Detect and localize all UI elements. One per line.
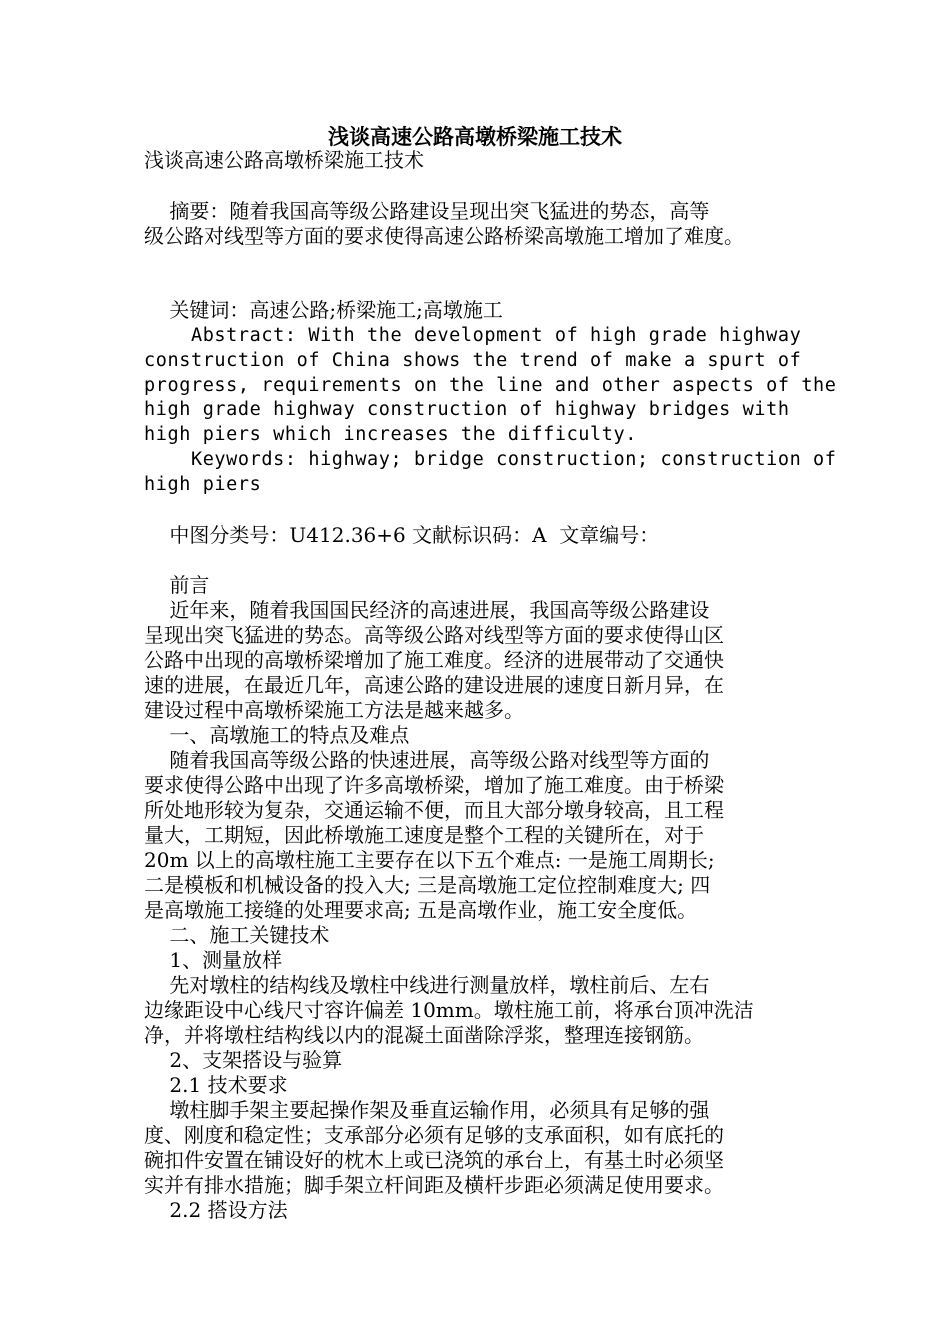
body-text — [144, 573, 810, 1223]
body-line: 呈现出突飞猛进的势态。高等级公路对线型等方面的要求使得山区 — [144, 623, 724, 647]
body-line: 是高墩施工接缝的处理要求高; 五是高墩作业，施工安全度低。 — [144, 898, 698, 922]
section-heading-preface: 前言 — [144, 573, 210, 597]
classification-text: 中图分类号：U412.36+6 文献标识码：A 文章编号： — [144, 523, 660, 547]
body-line: 先对墩柱的结构线及墩柱中线进行测量放样，墩柱前后、左右 — [144, 973, 710, 997]
body-line: 碗扣件安置在铺设好的枕木上或已浇筑的承台上，有基土时必须坚 — [144, 1148, 724, 1172]
body-line: 公路中出现的高墩桥梁增加了施工难度。经济的进展带动了交通快 — [144, 648, 724, 672]
body-line: 近年来，随着我国国民经济的高速进展，我国高等级公路建设 — [144, 598, 710, 622]
body-line: 速的进展，在最近几年，高速公路的建设进展的速度日新月异，在 — [144, 673, 724, 697]
body-line: 要求使得公路中出现了许多高墩桥梁，增加了施工难度。由于桥梁 — [144, 773, 724, 797]
classification-line — [144, 523, 810, 548]
body-line: 建设过程中高墩桥梁施工方法是越来越多。 — [144, 698, 524, 722]
body-line: 随着我国高等级公路的快速进展，高等级公路对线型等方面的 — [144, 748, 710, 772]
document-title: 浅谈高速公路高墩桥梁施工技术 — [328, 124, 622, 149]
body-line: 实并有排水措施；脚手架立杆间距及横杆步距必须满足使用要求。 — [144, 1173, 724, 1197]
abstract-en-line: high piers which increases the difficulty. — [144, 424, 637, 446]
abstract-cn — [144, 199, 810, 249]
section-heading-2: 二、施工关键技术 — [144, 923, 330, 947]
abstract-en-line: construction of China shows the trend of make a spurt of — [144, 349, 802, 371]
body-line: 20m 以上的高墩柱施工主要存在以下五个难点: 一是施工周期长; — [144, 848, 715, 872]
keywords-en — [144, 448, 837, 498]
section-heading-1: 一、高墩施工的特点及难点 — [144, 723, 410, 747]
subsection-heading-2-1: 2.1 技术要求 — [144, 1073, 288, 1097]
subsection-heading-2: 2、支架搭设与验算 — [144, 1048, 343, 1072]
keywords-cn-line: 关键词：高速公路;桥梁施工;高墩施工 — [144, 298, 503, 322]
document-subtitle — [144, 148, 810, 173]
keywords-en-line: high piers — [144, 473, 262, 495]
body-line: 边缘距设中心线尺寸容许偏差 10mm。墩柱施工前，将承台顶冲洗洁 — [144, 998, 754, 1022]
abstract-en-line: high grade highway construction of highway bridges with — [144, 399, 790, 421]
body-line: 净，并将墩柱结构线以内的混凝土面凿除浮浆，整理连接钢筋。 — [144, 1023, 704, 1047]
body-line: 墩柱脚手架主要起操作架及垂直运输作用，必须具有足够的强 — [144, 1098, 710, 1122]
subsection-heading-1: 1、测量放样 — [144, 948, 283, 972]
body-line: 度、刚度和稳定性；支承部分必须有足够的支承面积，如有底托的 — [144, 1123, 724, 1147]
subsection-heading-2-2: 2.2 搭设方法 — [144, 1198, 288, 1222]
abstract-en — [144, 324, 837, 448]
subtitle-line: 浅谈高速公路高墩桥梁施工技术 — [144, 148, 424, 172]
keywords-en-line: Keywords: highway; bridge construction; construction of — [144, 449, 837, 470]
keywords-cn — [144, 298, 810, 323]
body-line: 所处地形较为复杂，交通运输不便，而且大部分墩身较高，且工程 — [144, 798, 724, 822]
body-line: 量大，工期短，因此桥墩施工速度是整个工程的关键所在，对于 — [144, 823, 704, 847]
abstract-en-line: progress, requirements on the line and other aspects of the — [144, 374, 837, 396]
abstract-cn-line: 级公路对线型等方面的要求使得高速公路桥梁高墩施工增加了难度。 — [144, 224, 744, 248]
body-line: 二是模板和机械设备的投入大; 三是高墩施工定位控制难度大; 四 — [144, 873, 711, 897]
abstract-en-line: Abstract: With the development of high grade highway — [144, 325, 802, 346]
abstract-cn-line: 摘要：随着我国高等级公路建设呈现出突飞猛进的势态，高等 — [144, 199, 710, 223]
